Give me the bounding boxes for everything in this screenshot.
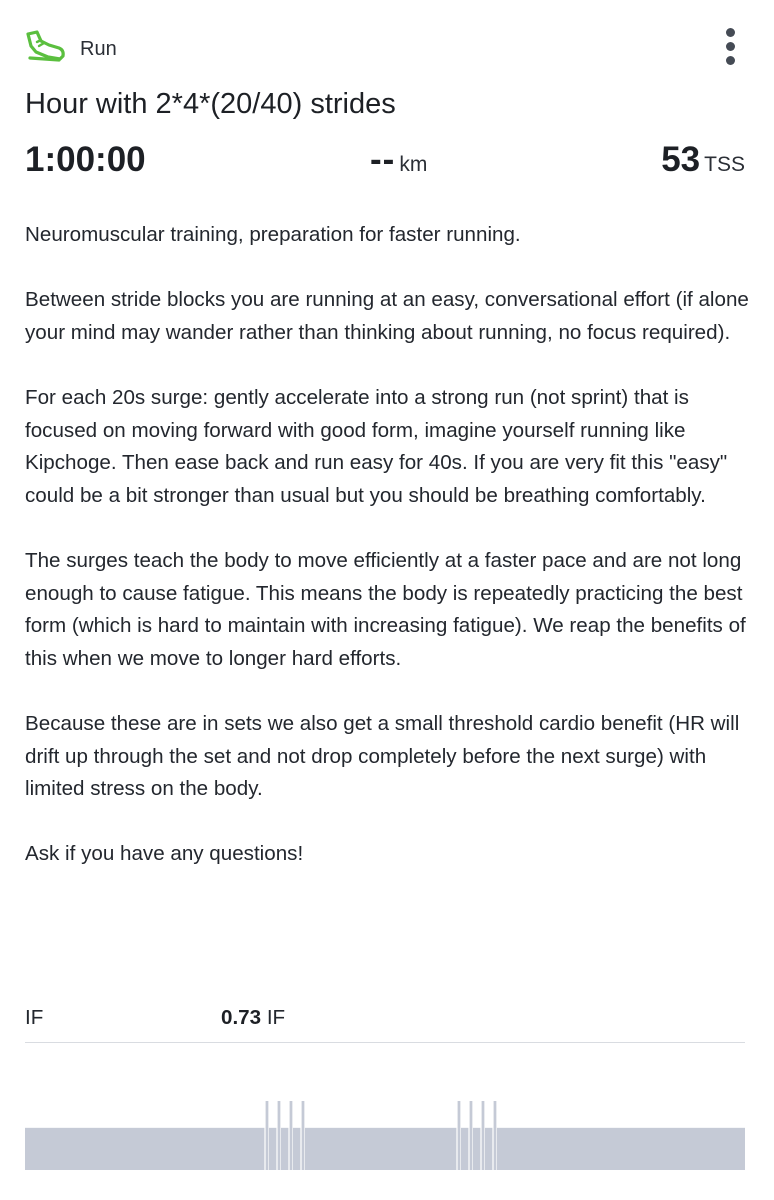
if-value-group bbox=[221, 1006, 285, 1030]
distance-unit: km bbox=[399, 153, 428, 176]
easy-bar bbox=[505, 1128, 745, 1170]
description-paragraph: Ask if you have any questions! bbox=[25, 842, 304, 866]
tss-stat bbox=[661, 140, 745, 180]
if-unit: IF bbox=[266, 1006, 286, 1029]
duration-value: 1:00:00 bbox=[25, 140, 146, 179]
more-options-button[interactable] bbox=[720, 26, 744, 66]
easy-bar bbox=[269, 1128, 277, 1170]
description-paragraph: Between stride blocks you are running at an easy, conversational effort (if alone your mind may wander rather than thinking about running, no focus required). bbox=[25, 288, 749, 344]
workout-stats bbox=[25, 140, 745, 188]
tss-value: 53 bbox=[661, 140, 701, 179]
distance-value: -- bbox=[370, 140, 396, 179]
if-metric-row bbox=[25, 1006, 745, 1036]
if-value: 0.73 bbox=[221, 1006, 262, 1029]
description-paragraph: Neuromuscular training, preparation for faster running. bbox=[25, 223, 521, 246]
workout-structure-chart bbox=[25, 1078, 745, 1170]
workout-description bbox=[25, 219, 750, 903]
more-vertical-icon bbox=[726, 42, 735, 51]
easy-bar bbox=[313, 1128, 457, 1170]
description-paragraph: The surges teach the body to move efficiently at a faster pace and are not long enough to cause fatigue. This means the body is repeatedly practicing the best form (which is hard to maintain with increasing fatigue). We reap the benefits of this when we move to longer hard efforts. bbox=[25, 548, 746, 670]
easy-bar bbox=[473, 1128, 481, 1170]
tss-unit: TSS bbox=[704, 153, 745, 176]
description-paragraph: Because these are in sets we also get a small threshold cardio benefit (HR will drift up through the set and not drop completely before the next surge) with limited stress on the body. bbox=[25, 711, 740, 801]
workout-title: Hour with 2*4*(20/40) strides bbox=[25, 88, 396, 120]
sport-label: Run bbox=[80, 38, 117, 60]
workout-header bbox=[24, 26, 744, 70]
easy-bar bbox=[281, 1128, 289, 1170]
easy-bar bbox=[293, 1128, 301, 1170]
easy-bar bbox=[25, 1128, 265, 1170]
easy-bar bbox=[305, 1128, 313, 1170]
easy-bar bbox=[485, 1128, 493, 1170]
if-label: IF bbox=[25, 1006, 44, 1029]
easy-bar bbox=[497, 1128, 505, 1170]
easy-bar bbox=[461, 1128, 469, 1170]
more-vertical-icon bbox=[726, 56, 735, 65]
divider bbox=[25, 1042, 745, 1043]
distance-stat bbox=[370, 140, 427, 180]
running-shoe-icon bbox=[24, 28, 66, 64]
description-paragraph: For each 20s surge: gently accelerate into a strong run (not sprint) that is focused on moving forward with good form, imagine yourself running like Kipchoge. Then ease back and run easy for 40s. If you are very fit this "easy" could be a bit stronger than usual but you should be breathing comfortably. bbox=[25, 385, 728, 507]
more-vertical-icon bbox=[726, 28, 735, 37]
